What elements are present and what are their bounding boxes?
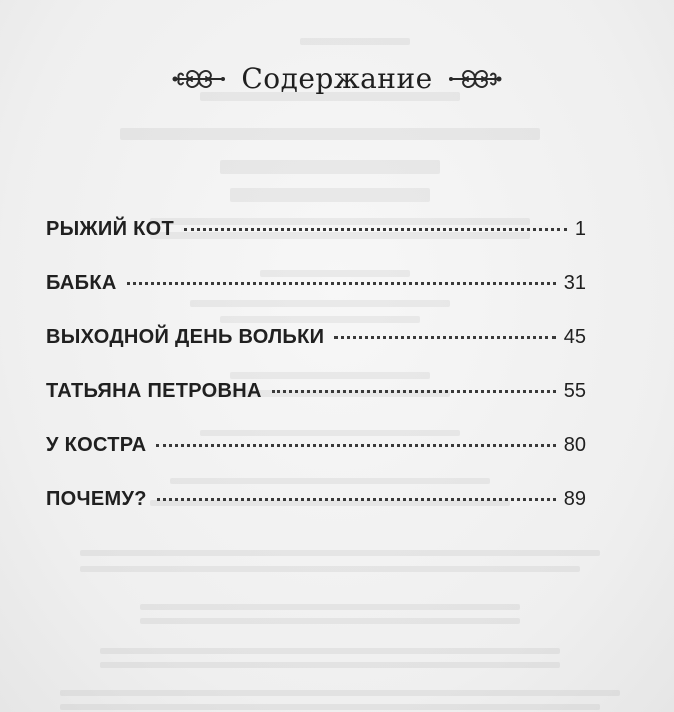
scroll-flourish-icon xyxy=(171,64,227,94)
contents-heading xyxy=(0,62,674,95)
dot-leader xyxy=(184,227,567,231)
toc-entry-title: ПОЧЕМУ? xyxy=(46,488,147,510)
toc-entry[interactable] xyxy=(46,380,586,434)
toc-entry[interactable] xyxy=(46,488,586,542)
toc-entry-page: 45 xyxy=(563,326,586,348)
toc-entry[interactable] xyxy=(46,434,586,488)
scroll-flourish-icon xyxy=(447,64,503,94)
toc-entry-page: 31 xyxy=(563,272,586,294)
dot-leader xyxy=(156,443,555,447)
toc-entry-page: 80 xyxy=(563,434,586,456)
toc-entry-title: ТАТЬЯНА ПЕТРОВНА xyxy=(46,380,262,402)
page-title: Содержание xyxy=(241,62,433,95)
toc-entry[interactable] xyxy=(46,326,586,380)
toc-entry-title: ВЫХОДНОЙ ДЕНЬ ВОЛЬКИ xyxy=(46,326,325,348)
toc-entry-page: 1 xyxy=(574,218,586,240)
table-of-contents xyxy=(46,218,586,542)
toc-entry-page: 89 xyxy=(563,488,586,510)
dot-leader xyxy=(272,389,556,393)
toc-entry[interactable] xyxy=(46,272,586,326)
toc-entry-title: БАБКА xyxy=(46,272,117,294)
toc-entry-title: У КОСТРА xyxy=(46,434,147,456)
toc-entry[interactable] xyxy=(46,218,586,272)
dot-leader xyxy=(157,497,556,501)
dot-leader xyxy=(127,281,556,285)
toc-entry-page: 55 xyxy=(563,380,586,402)
dot-leader xyxy=(334,335,555,339)
toc-entry-title: РЫЖИЙ КОТ xyxy=(46,218,174,240)
